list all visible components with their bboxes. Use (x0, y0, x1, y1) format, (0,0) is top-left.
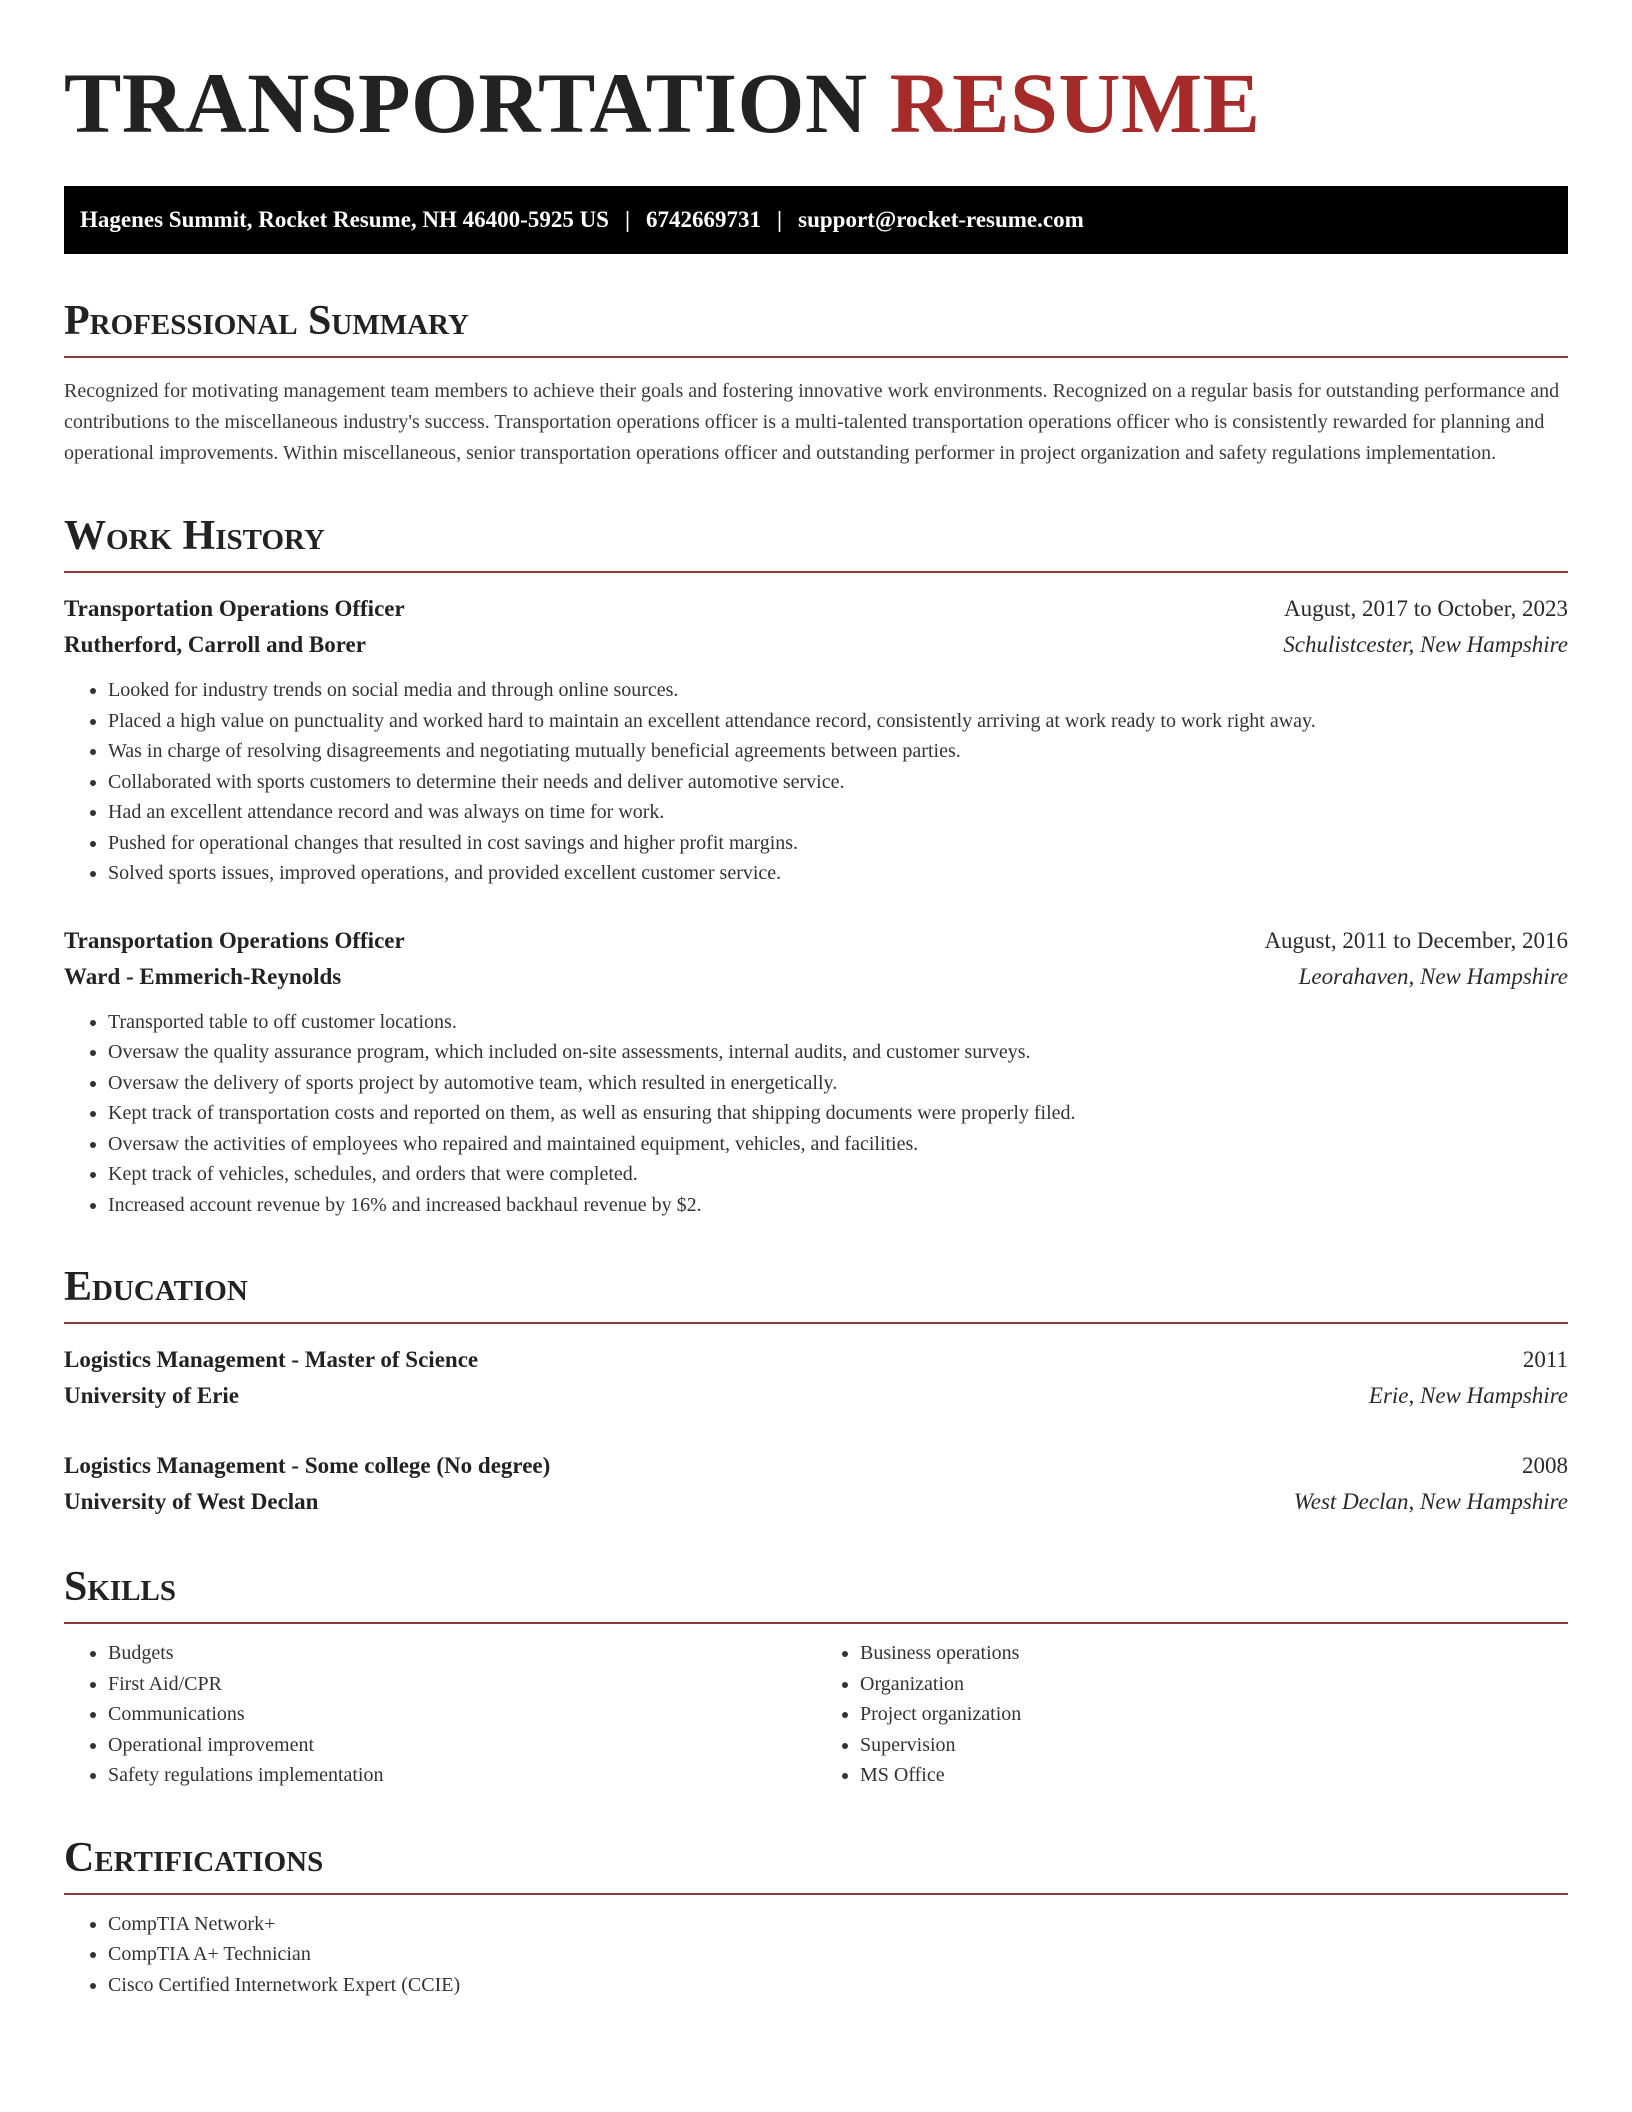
resume-title (64, 55, 1568, 151)
education-location: Erie, New Hampshire (1368, 1383, 1568, 1408)
list-item: • Looked for industry trends on social media and through online sources. (108, 675, 1568, 706)
list-item: • Increased account revenue by 16% and increased backhaul revenue by $2. (108, 1190, 1568, 1221)
education-degree-row (64, 1342, 1568, 1378)
list-item: • Operational improvement (108, 1730, 816, 1761)
list-item: • Oversaw the delivery of sports project by automotive team, which resulted in energetically. (108, 1068, 1568, 1099)
summary-section (64, 300, 1568, 469)
list-item: • Kept track of transportation costs and reported on them, as well as ensuring that shipping documents were properly filed. (108, 1098, 1568, 1129)
contact-separator: | (624, 207, 631, 232)
list-item: • Communications (108, 1699, 816, 1730)
list-item: • Pushed for operational changes that resulted in cost savings and higher profit margins. (108, 828, 1568, 859)
job-entry (64, 923, 1568, 1221)
education-entry (64, 1448, 1568, 1520)
list-item: • Oversaw the activities of employees who repaired and maintained equipment, vehicles, and facilities. (108, 1129, 1568, 1160)
education-school: University of Erie (64, 1383, 240, 1408)
job-dates: August, 2011 to December, 2016 (1264, 927, 1568, 953)
job-header-row (64, 591, 1568, 627)
education-section (64, 1266, 1568, 1520)
contact-bar (64, 186, 1568, 254)
education-year: 2011 (1522, 1347, 1568, 1372)
list-item: • Safety regulations implementation (108, 1760, 816, 1791)
education-year: 2008 (1522, 1453, 1568, 1478)
job-title: Transportation Operations Officer (64, 927, 405, 953)
list-item: • CompTIA Network+ (108, 1909, 1568, 1940)
skills-heading: Skills (64, 1566, 1568, 1624)
job-location: Schulistcester, New Hampshire (1283, 632, 1568, 657)
list-item: • Had an excellent attendance record and was always on time for work. (108, 797, 1568, 828)
job-title: Transportation Operations Officer (64, 596, 405, 621)
education-entry (64, 1342, 1568, 1414)
list-item: • Organization (860, 1669, 1568, 1700)
list-item: • Supervision (860, 1730, 1568, 1761)
list-item: • Was in charge of resolving disagreements and negotiating mutually beneficial agreements between parties. (108, 736, 1568, 767)
title-main: TRANSPORTATION (64, 55, 868, 151)
certifications-list (64, 1909, 1568, 2001)
education-degree-row (64, 1448, 1568, 1484)
education-degree: Logistics Management - Some college (No degree) (64, 1453, 551, 1478)
education-degree: Logistics Management - Master of Science (64, 1347, 479, 1372)
skills-section (64, 1566, 1568, 1791)
list-item: • Collaborated with sports customers to determine their needs and deliver automotive service. (108, 767, 1568, 798)
list-item: • MS Office (860, 1760, 1568, 1791)
skills-columns (64, 1638, 1568, 1791)
list-item: • Cisco Certified Internetwork Expert (CCIE) (108, 1970, 1568, 2001)
contact-phone: 6742669731 (646, 207, 762, 232)
list-item: • Project organization (860, 1699, 1568, 1730)
list-item: • Transported table to off customer locations. (108, 1007, 1568, 1038)
work-heading: Work History (64, 515, 1568, 573)
list-item: • Budgets (108, 1638, 816, 1669)
list-item: • First Aid/CPR (108, 1669, 816, 1700)
contact-address: Hagenes Summit, Rocket Resume, NH 46400-5925 US (80, 207, 609, 232)
job-dates: August, 2017 to October, 2023 (1284, 596, 1568, 621)
list-item: • CompTIA A+ Technician (108, 1939, 1568, 1970)
job-company-row (64, 627, 1568, 663)
job-company: Rutherford, Carroll and Borer (64, 632, 366, 657)
certifications-heading: Certifications (64, 1837, 1568, 1895)
skills-left-list (64, 1638, 816, 1791)
list-item: • Placed a high value on punctuality and worked hard to maintain an excellent attendance record, consistently arriving at work ready to work right away. (108, 706, 1568, 737)
list-item: • Solved sports issues, improved operations, and provided excellent customer service. (108, 858, 1568, 889)
work-section (64, 515, 1568, 1220)
summary-heading: Professional Summary (64, 300, 1568, 358)
certifications-section (64, 1834, 1568, 2001)
contact-email: support@rocket-resume.com (798, 207, 1084, 232)
job-location: Leorahaven, New Hampshire (1298, 963, 1568, 989)
job-entry (64, 591, 1568, 889)
education-school-row (64, 1484, 1568, 1520)
job-header-row (64, 923, 1568, 959)
job-bullets (64, 1007, 1568, 1221)
list-item: • Kept track of vehicles, schedules, and orders that were completed. (108, 1159, 1568, 1190)
education-school-row (64, 1378, 1568, 1414)
contact-separator: | (777, 207, 783, 232)
list-item: • Business operations (860, 1638, 1568, 1669)
title-accent: RESUME (889, 55, 1261, 151)
education-location: West Declan, New Hampshire (1293, 1489, 1568, 1514)
list-item: • Oversaw the quality assurance program, which included on-site assessments, internal audits, and customer surveys. (108, 1037, 1568, 1068)
summary-text: Recognized for motivating management team members to achieve their goals and fostering innovative work environments. Recognized on a regular basis for outstanding performance and contributions to the miscellaneous industry's success. Transportation operations officer is a multi-talented transportation operations officer who is consistently rewarded for planning and operational improvements. Within miscellaneous, senior transportation operations officer and outstanding performer in project organization and safety regulations implementation. (64, 380, 1560, 464)
education-school: University of West Declan (64, 1489, 319, 1514)
job-company: Ward - Emmerich-Reynolds (64, 963, 342, 989)
job-bullets (64, 675, 1568, 889)
skills-right-list (816, 1638, 1568, 1791)
education-heading: Education (64, 1266, 1568, 1324)
job-company-row (64, 959, 1568, 995)
